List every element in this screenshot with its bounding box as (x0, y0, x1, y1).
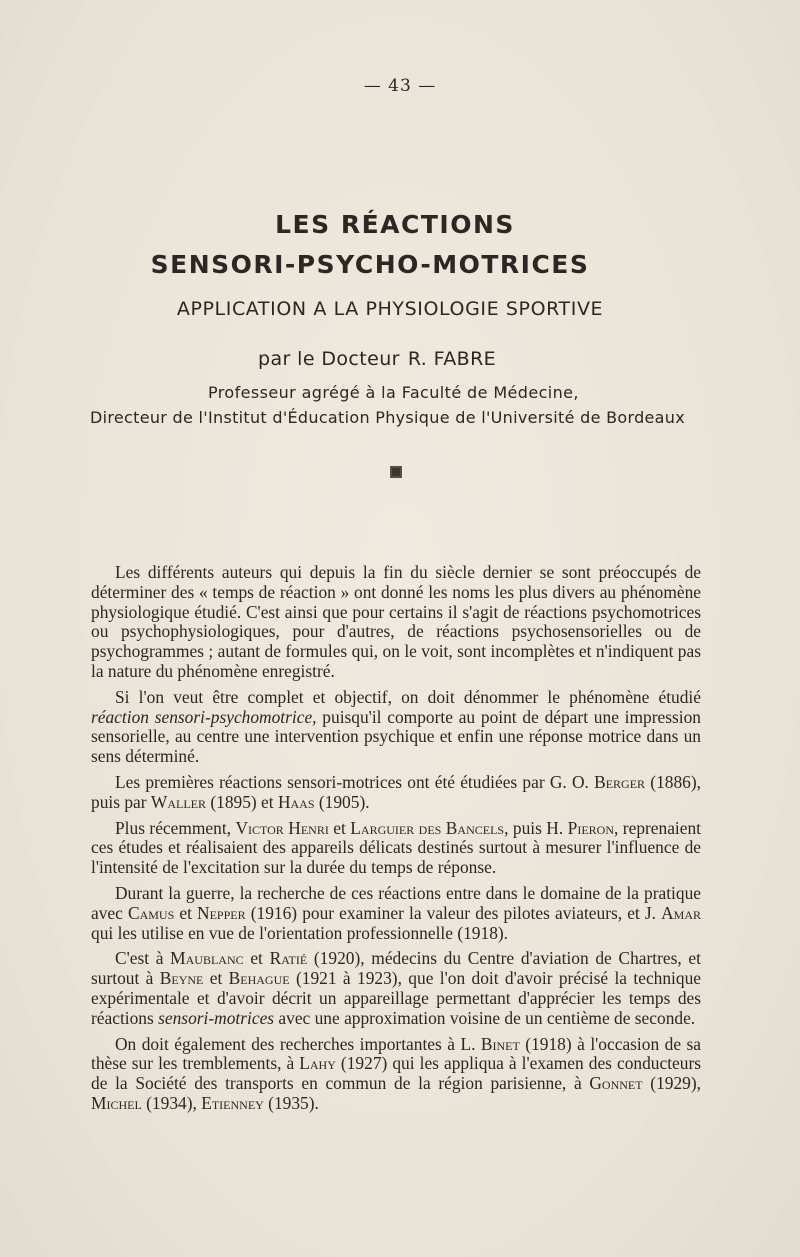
author-citation: Pieron, (567, 817, 619, 838)
text-run: (1920), médecins du Centre d'aviation de Chartres, et surtout à (91, 948, 701, 989)
author-citation: Etienney (201, 1092, 264, 1113)
author-citation: Amar (661, 902, 702, 923)
paragraph-4 (91, 819, 701, 878)
text-run: Si l'on veut être complet et objectif, on doit dénommer le phénomène étudié (115, 686, 701, 707)
text-run: puisqu'il comporte au point de départ une impression sensorielle, au centre une intervention psychique et enfin une réponse motrice dans un sens déterminé. (91, 706, 701, 767)
author-citation: Michel (91, 1092, 142, 1113)
author-citation: Haas (277, 791, 315, 812)
author-citation: Camus (127, 902, 175, 923)
text-run: et (174, 902, 198, 923)
author-name: R. FABRE (407, 348, 497, 370)
text-run: (1895) et (205, 791, 278, 812)
author-citation: Gonnet (589, 1073, 643, 1094)
author-citation: Larguier des Bancels, (350, 817, 509, 838)
text-run: (1905). (314, 791, 370, 812)
author-citation: Binet (480, 1033, 520, 1054)
text-run: qui les utilise en vue de l'orientation professionnelle (1918). (91, 922, 509, 943)
text-run: et (328, 817, 351, 838)
text-run: puis H. (508, 817, 568, 838)
paragraph-7 (91, 1035, 701, 1114)
text-run: Plus récemment, (115, 817, 236, 838)
affiliation-line-1: Professeur agrégé à la Faculté de Médecine, (208, 383, 579, 402)
title-line-2: SENSORI-PSYCHO-MOTRICES (150, 250, 590, 279)
text-run: On doit également des recherches importantes à L. (115, 1033, 481, 1054)
paragraph-5 (91, 884, 701, 943)
text-run: et (203, 968, 229, 989)
text-run: Durant la guerre, la recherche de ces réactions entre dans le domaine de la pratique avec (91, 882, 701, 923)
paragraph-3 (91, 773, 701, 813)
text-run: (1934), (141, 1092, 202, 1113)
text-run: (1886), puis par (91, 771, 701, 812)
text-run: (1918) à l'occasion de sa thèse sur les tremblements, à (91, 1033, 702, 1074)
paragraph-2 (91, 688, 701, 767)
author-citation: Berger (594, 771, 646, 792)
text-run: Les premières réactions sensori-motrices ont été étudiées par G. O. (115, 771, 595, 792)
author-citation: Nepper (197, 902, 246, 923)
title-line-1: LES RÉACTIONS (275, 210, 515, 239)
text-run: C'est à (115, 948, 171, 969)
text-run: (1929), (642, 1073, 701, 1094)
author-citation: Ratié (269, 948, 308, 969)
text-run: et (243, 948, 270, 969)
author-citation: Beyne (159, 968, 204, 989)
section-ornament (390, 466, 402, 478)
author-citation: Maublanc (170, 948, 244, 969)
text-run: (1927) qui les appliqua à l'examen des conducteurs de la Société des transports en commun de la région parisienne, à (91, 1053, 702, 1094)
text-run: avec une approximation voisine de un centième de seconde. (274, 1007, 696, 1028)
author-citation: Waller (150, 791, 206, 812)
author-citation: Behague (228, 968, 290, 989)
affiliation-line-2: Directeur de l'Institut d'Éducation Physique de l'Université de Bordeaux (90, 408, 685, 427)
italic-term: réaction sensori-psychomotrice, (91, 706, 317, 727)
text-run: (1916) pour examiner la valeur des pilotes aviateurs, et J. (245, 902, 662, 923)
author-line (258, 348, 496, 370)
paragraph-6 (91, 949, 701, 1028)
author-citation: Lahy (299, 1053, 336, 1074)
text-run: reprenaient ces études et réalisaient des appareils délicats destinés surtout à mesurer l'influence de l'intensité de l'excitation sur la durée du temps de réponse. (91, 817, 702, 878)
text-run: (1935). (263, 1092, 319, 1113)
body-text (91, 563, 701, 1120)
text-run: (1921 à 1923), que l'on doit d'avoir précisé la technique expérimentale et d'avoir décrit un appareillage permettant d'apprécier les temps des réactions (91, 968, 701, 1028)
page-number: — 43 — (363, 76, 437, 96)
author-prefix: par le Docteur (258, 348, 400, 370)
italic-term: sensori-motrices (158, 1007, 275, 1028)
subtitle: APPLICATION A LA PHYSIOLOGIE SPORTIVE (176, 298, 604, 320)
paragraph-1: Les différents auteurs qui depuis la fin du siècle dernier se sont préoccupés de déterminer des « temps de réaction » ont donné les noms les plus divers au phénomène physiologique étudié. C'est ainsi que pour certains il s'agit de réactions psychomotrices ou psychophysiologiques, pour d'autres, de réactions psychosensorielles ou de psychogrammes ; autant de formules qui, on le voit, sont incomplètes et n'indiquent pas la nature du phénomène enregistré. (91, 562, 701, 681)
author-citation: Victor Henri (235, 817, 329, 838)
